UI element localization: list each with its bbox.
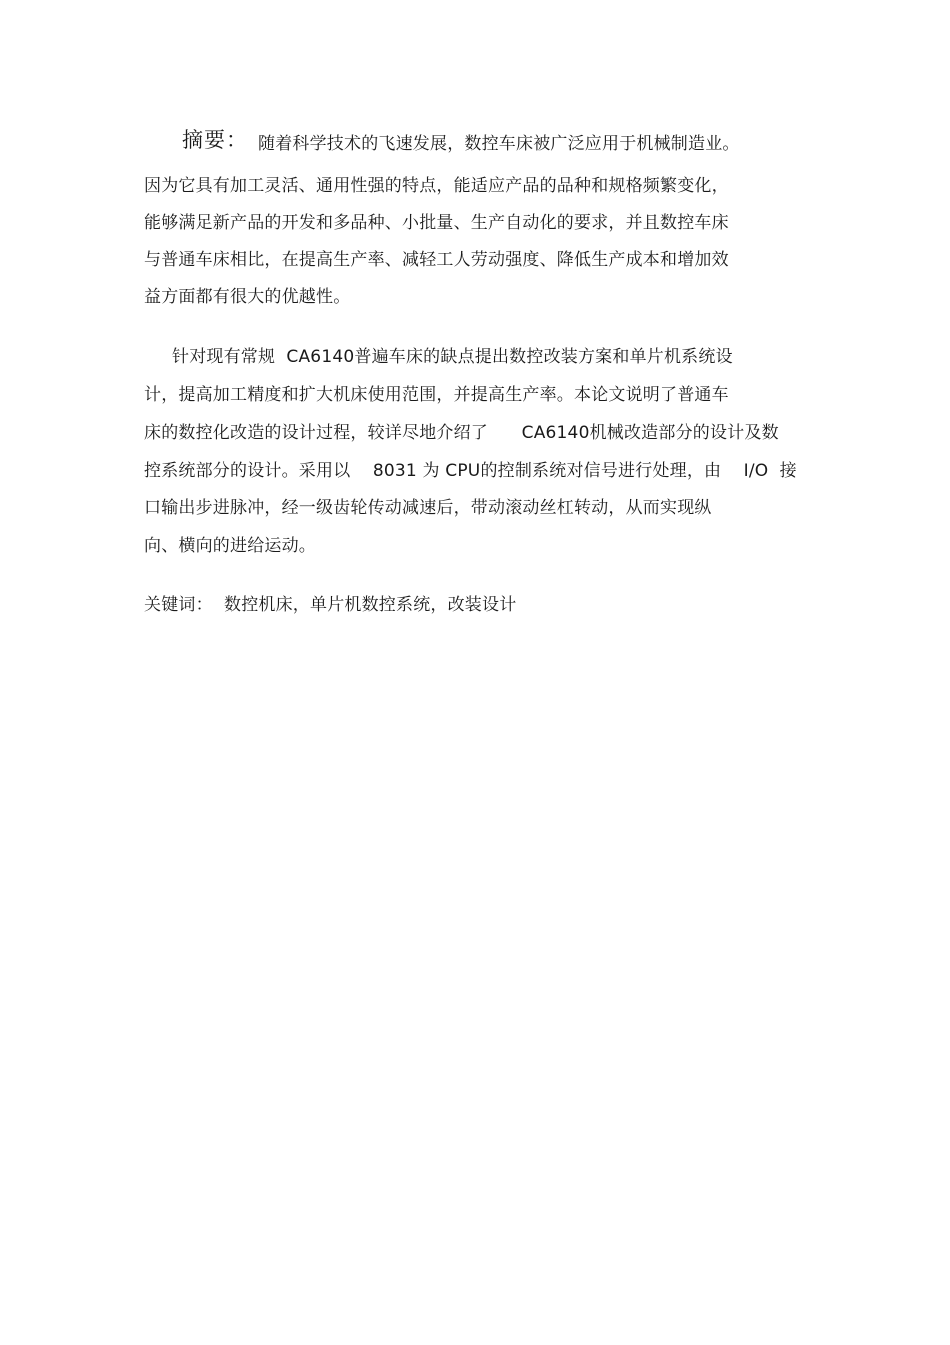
abstract-p2-line2: 计，提高加工精度和扩大机床使用范围，并提高生产率。本论文说明了普通车 xyxy=(144,385,729,405)
abstract-p2-line3: 床的数控化改造的设计过程，较详尽地介绍了 CA6140机械改造部分的设计及数 xyxy=(144,423,779,443)
abstract-p1-line5: 益方面都有很大的优越性。 xyxy=(144,287,351,307)
abstract-p2-line6: 向、横向的进给运动。 xyxy=(144,536,316,556)
abstract-p2-line1: 针对现有常规 CA6140普遍车床的缺点提出数控改装方案和单片机系统设 xyxy=(172,347,733,367)
abstract-p1-line1: 随着科学技术的飞速发展，数控车床被广泛应用于机械制造业。 xyxy=(258,134,740,154)
keywords: 关键词： 数控机床，单片机数控系统，改装设计 xyxy=(144,595,517,615)
abstract-p2-line4: 控系统部分的设计。采用以 8031 为 CPU的控制系统对信号进行处理，由 I/O 接 xyxy=(144,461,797,481)
abstract-p2-line5: 口输出步进脉冲，经一级齿轮传动减速后，带动滚动丝杠转动，从而实现纵 xyxy=(144,498,712,518)
abstract-heading: 摘要： xyxy=(182,128,248,152)
abstract-p1-line2: 因为它具有加工灵活、通用性强的特点，能适应产品的品种和规格频繁变化， xyxy=(144,176,729,196)
abstract-p1-line3: 能够满足新产品的开发和多品种、小批量、生产自动化的要求，并且数控车床 xyxy=(144,213,729,233)
abstract-p1-line4: 与普通车床相比，在提高生产率、减轻工人劳动强度、降低生产成本和增加效 xyxy=(144,250,729,270)
